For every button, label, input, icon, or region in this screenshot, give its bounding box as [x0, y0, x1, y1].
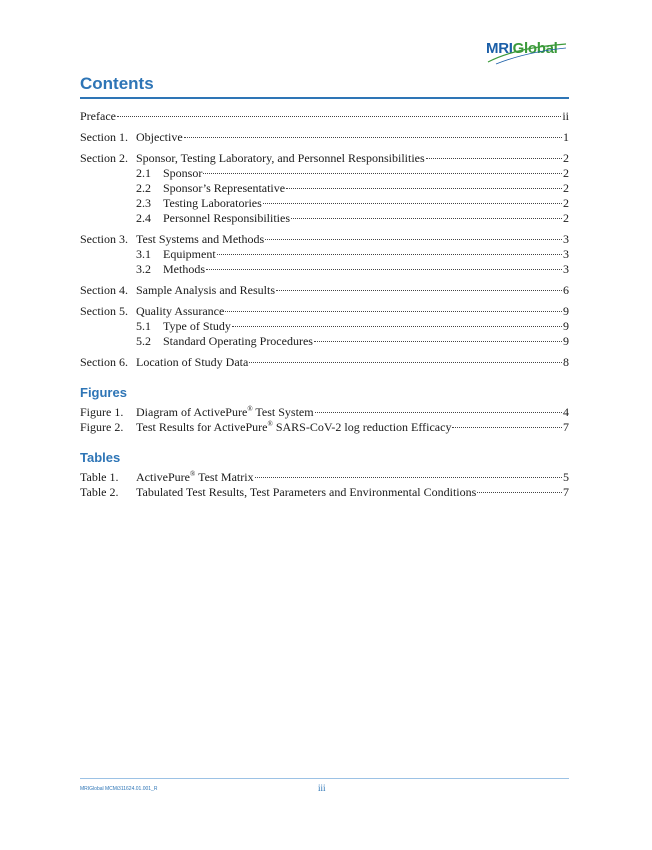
toc-entry-number: Section 4. [80, 283, 128, 297]
toc-entry[interactable] [80, 232, 569, 247]
toc-leader-dots [315, 412, 562, 413]
footer-divider [80, 778, 569, 779]
figure-entry-label-text: Test Results for ActivePure [136, 420, 268, 434]
toc-entry-number: Section 1. [80, 130, 128, 144]
table-entry-label [136, 470, 254, 485]
toc-leader-dots [265, 239, 562, 240]
table-entry-page: 5 [563, 470, 569, 484]
toc-entry[interactable] [80, 247, 569, 262]
figures-heading: Figures [80, 385, 127, 400]
toc-entry-number: Section 5. [80, 304, 128, 318]
toc-entry-label: Sponsor [163, 166, 203, 180]
table-entry-label-text: ActivePure [136, 470, 190, 484]
figure-entry-label [136, 405, 314, 420]
toc-leader-dots [232, 326, 562, 327]
tables-list [80, 470, 569, 500]
toc-leader-dots [255, 477, 562, 478]
table-entry[interactable] [80, 485, 569, 500]
table-entry-page: 7 [563, 485, 569, 499]
toc-entry-label: Objective [136, 130, 183, 144]
contents-list [80, 109, 569, 370]
registered-mark: ® [247, 405, 253, 413]
table-entry[interactable] [80, 470, 569, 485]
toc-entry-page: 2 [563, 151, 569, 165]
table-entry-label-text: Tabulated Test Results, Test Parameters and Environmental Conditions [136, 485, 477, 499]
figure-entry-label [136, 420, 451, 435]
toc-entry-label: Sponsor’s Representative [163, 181, 286, 195]
logo-swoosh-icon [486, 40, 568, 66]
toc-leader-dots [291, 218, 562, 219]
toc-entry-number: Section 6. [80, 355, 128, 369]
toc-entry[interactable] [80, 130, 569, 145]
toc-entry[interactable] [80, 166, 569, 181]
toc-entry-label: Preface [80, 109, 116, 123]
toc-entry-label: Type of Study [163, 319, 231, 333]
toc-entry-page: 2 [563, 196, 569, 210]
figure-entry[interactable] [80, 420, 569, 435]
toc-entry[interactable] [80, 355, 569, 370]
figure-entry-page: 7 [563, 420, 569, 434]
toc-entry-number: 3.2 [136, 262, 151, 276]
toc-leader-dots [263, 203, 562, 204]
figure-entry-page: 4 [563, 405, 569, 419]
toc-entry-number: Section 3. [80, 232, 128, 246]
toc-entry-page: 2 [563, 166, 569, 180]
footer-page-number: iii [318, 783, 326, 793]
toc-entry[interactable] [80, 262, 569, 277]
toc-entry[interactable] [80, 181, 569, 196]
toc-entry-number: 2.3 [136, 196, 151, 210]
toc-entry-page: 2 [563, 181, 569, 195]
page-title: Contents [80, 74, 154, 93]
mriglobal-logo [486, 40, 568, 66]
toc-leader-dots [286, 188, 562, 189]
toc-entry-label: Quality Assurance [136, 304, 225, 318]
table-entry-number: Table 2. [80, 485, 119, 499]
toc-entry[interactable] [80, 319, 569, 334]
toc-leader-dots [314, 341, 562, 342]
toc-entry-label: Equipment [163, 247, 216, 261]
toc-entry-number: 2.1 [136, 166, 151, 180]
table-of-contents [80, 109, 569, 500]
figure-entry-label-suffix: SARS-CoV-2 log reduction Efficacy [272, 420, 452, 434]
toc-leader-dots [206, 269, 562, 270]
toc-entry[interactable] [80, 151, 569, 166]
toc-entry-page: 3 [563, 262, 569, 276]
toc-entry-label: Personnel Responsibilities [163, 211, 290, 225]
toc-entry-page: 9 [563, 304, 569, 318]
figure-entry-number: Figure 2. [80, 420, 124, 434]
footer-document-id: MRIGlobal MCMi311624.01.001_R [80, 786, 158, 792]
figure-entry[interactable] [80, 405, 569, 420]
toc-entry-label: Test Systems and Methods [136, 232, 265, 246]
toc-entry-number: 5.2 [136, 334, 151, 348]
toc-leader-dots [203, 173, 562, 174]
toc-entry-label: Methods [163, 262, 205, 276]
table-entry-label-suffix: Test Matrix [195, 470, 254, 484]
toc-entry-page: 8 [563, 355, 569, 369]
toc-entry-label: Sponsor, Testing Laboratory, and Personnel Responsibilities [136, 151, 425, 165]
title-divider [80, 97, 569, 99]
toc-entry-number: 5.1 [136, 319, 151, 333]
figure-entry-label-suffix: Test System [252, 405, 314, 419]
logo-text-global: Global [512, 40, 558, 57]
toc-entry-page: 9 [563, 334, 569, 348]
toc-entry-page: ii [562, 109, 569, 123]
toc-entry[interactable] [80, 334, 569, 349]
toc-leader-dots [225, 311, 562, 312]
toc-entry[interactable] [80, 196, 569, 211]
toc-entry[interactable] [80, 283, 569, 298]
toc-entry[interactable] [80, 211, 569, 226]
registered-mark: ® [189, 470, 196, 478]
toc-leader-dots [276, 290, 562, 291]
toc-entry-page: 9 [563, 319, 569, 333]
figure-entry-number: Figure 1. [80, 405, 124, 419]
registered-mark: ® [267, 420, 273, 428]
toc-leader-dots [117, 116, 561, 117]
toc-entry-label: Sample Analysis and Results [136, 283, 275, 297]
toc-leader-dots [217, 254, 562, 255]
toc-entry-number: Section 2. [80, 151, 128, 165]
toc-entry-page: 3 [563, 232, 569, 246]
table-entry-label [136, 485, 476, 500]
toc-leader-dots [426, 158, 562, 159]
toc-entry-page: 3 [563, 247, 569, 261]
figure-entry-label-text: Diagram of ActivePure [136, 405, 248, 419]
toc-leader-dots [249, 362, 562, 363]
figures-list [80, 405, 569, 435]
toc-entry-label: Location of Study Data [136, 355, 249, 369]
toc-leader-dots [452, 427, 562, 428]
toc-entry-page: 1 [563, 130, 569, 144]
toc-leader-dots [184, 137, 562, 138]
toc-entry-number: 2.2 [136, 181, 151, 195]
toc-entry-number: 3.1 [136, 247, 151, 261]
logo-text-mri: MRI [486, 40, 513, 57]
toc-entry-label: Standard Operating Procedures [163, 334, 313, 348]
tables-heading: Tables [80, 450, 121, 465]
toc-entry-page: 6 [563, 283, 569, 297]
toc-entry-page: 2 [563, 211, 569, 225]
toc-entry[interactable] [80, 109, 569, 124]
toc-entry[interactable] [80, 304, 569, 319]
toc-entry-number: 2.4 [136, 211, 151, 225]
table-entry-number: Table 1. [80, 470, 119, 484]
toc-entry-label: Testing Laboratories [163, 196, 262, 210]
toc-leader-dots [477, 492, 562, 493]
